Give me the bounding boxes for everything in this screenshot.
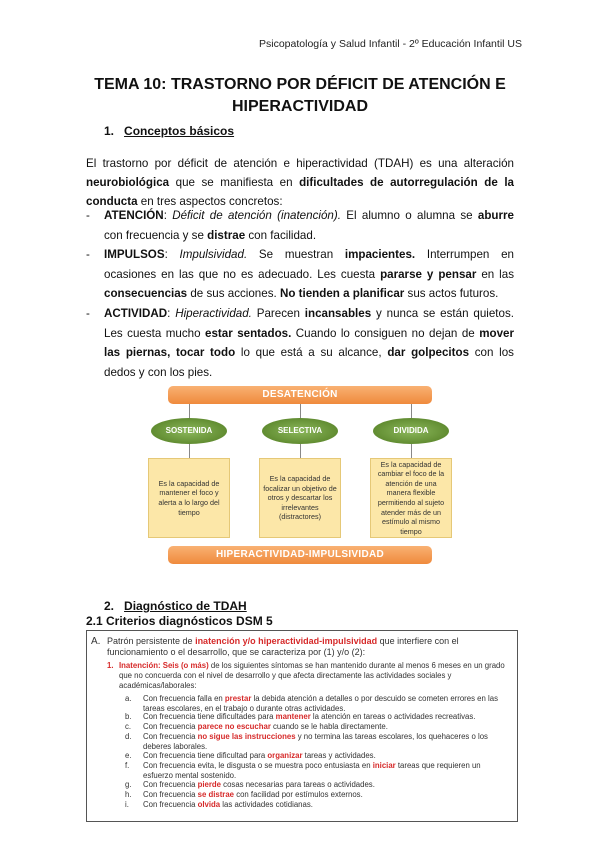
box-sostenida: Es la capacidad de mantener el foco y alerta a lo largo del tiempo (148, 458, 230, 538)
bullet-atencion: - ATENCIÓN: Déficit de atención (inatención). El alumno o alumna se aburre con frecuencia y se distrae con facilidad. (86, 209, 514, 242)
symptom-letter: i. (125, 800, 129, 809)
connector (189, 444, 190, 458)
symptom-item: Con frecuencia evita, le disgusta o se muestra poco entusiasta en iniciar tareas que requieren un esfuerzo mental sostenido. (143, 761, 481, 780)
page-title-line2: HIPERACTIVIDAD (231, 98, 368, 115)
item-1-number: 1. (107, 661, 114, 670)
page-title: TEMA 10: TRASTORNO POR DÉFICIT DE ATENCIÓN E (94, 76, 506, 93)
bullet-impulsos: - IMPULSOS: Impulsividad. Se muestran impacientes. Interrumpen en ocasiones en las que no es adecuado. Les cuesta pararse y pensar en las consecuencias de sus acciones. No tienden a planificar sus actos futuros. (86, 248, 514, 300)
hiperactividad-bar: HIPERACTIVIDAD-IMPULSIVIDAD (168, 546, 432, 564)
symptom-item: Con frecuencia se distrae con facilidad por estímulos externos. (143, 790, 363, 799)
box-dividida: Es la capacidad de cambiar el foco de la atención de una manera flexible permitiendo al sujeto atender más de un estímulo al mismo tiempo (370, 458, 452, 538)
symptom-item: Con frecuencia no sigue las instrucciones y no termina las tareas escolares, los quehaceres o los deberes laborales. (143, 732, 488, 751)
oval-selectiva: SELECTIVA (262, 418, 338, 444)
intro-paragraph: El trastorno por déficit de atención e hiperactividad (TDAH) es una alteración neurobiológica que se manifiesta en dificultades de autorregulación de la conducta en tres aspectos concretos: (86, 157, 514, 208)
running-header: Psicopatología y Salud Infantil - 2º Educación Infantil US (259, 38, 522, 50)
section-number: 1. (104, 124, 115, 138)
oval-dividida: DIVIDIDA (373, 418, 449, 444)
symptom-letter: a. (125, 694, 132, 703)
dsm5-criteria-box (86, 630, 518, 822)
symptom-item: Con frecuencia pierde cosas necesarias para tareas o actividades. (143, 780, 375, 789)
symptom-letter: c. (125, 722, 132, 731)
symptom-letter: e. (125, 751, 132, 760)
symptom-letter: h. (125, 790, 132, 799)
symptom-item: Con frecuencia tiene dificultad para organizar tareas y actividades. (143, 751, 376, 760)
connector (300, 444, 301, 458)
item-1-text: Inatención: Seis (o más) de los siguientes síntomas se han mantenido durante al menos 6 meses en un grado que no concuerda con el nivel de desarrollo y que afecta directamente las actividades sociales y académicas/laborales: (119, 661, 505, 690)
symptom-item: Con frecuencia falla en prestar la debida atención a detalles o por descuido se cometen errores en las tareas escolares, en el trabajo o durante otras actividades. (143, 694, 498, 713)
section-heading-1 (104, 124, 234, 138)
section-heading-2: 2. Diagnóstico de TDAH (104, 599, 247, 613)
symptom-item: Con frecuencia parece no escuchar cuando se le habla directamente. (143, 722, 388, 731)
desatencion-bar: DESATENCIÓN (168, 386, 432, 404)
symptom-letter: g. (125, 780, 132, 789)
criterion-a-letter: A. (91, 636, 101, 647)
symptom-letter: b. (125, 712, 132, 721)
bullet-actividad: - ACTIVIDAD: Hiperactividad. Parecen incansables y nunca se están quietos. Les cuesta mucho estar sentados. Cuando lo consiguen no dejan de mover las piernas, tocar todo lo que está a su alcance, dar golpecitos con los dedos y con los pies. (86, 307, 514, 379)
section-heading-2-1: 2.1 Criterios diagnósticos DSM 5 (86, 614, 273, 628)
symptom-letter: f. (125, 761, 130, 770)
section-title: Conceptos básicos (124, 124, 235, 138)
symptom-item: Con frecuencia olvida las actividades cotidianas. (143, 800, 313, 809)
symptom-item: Con frecuencia tiene dificultades para mantener la atención en tareas o actividades recreativas. (143, 712, 476, 721)
connector (411, 444, 412, 458)
box-selectiva: Es la capacidad de focalizar un objetivo de otros y descartar los irrelevantes (distractores) (259, 458, 341, 538)
symptom-letter: d. (125, 732, 132, 741)
criterion-a-text: Patrón persistente de inatención y/o hiperactividad-impulsividad que interfiere con el funcionamiento o el desarrollo, que se caracteriza por (1) y/o (2): (107, 636, 459, 657)
oval-sostenida: SOSTENIDA (151, 418, 227, 444)
